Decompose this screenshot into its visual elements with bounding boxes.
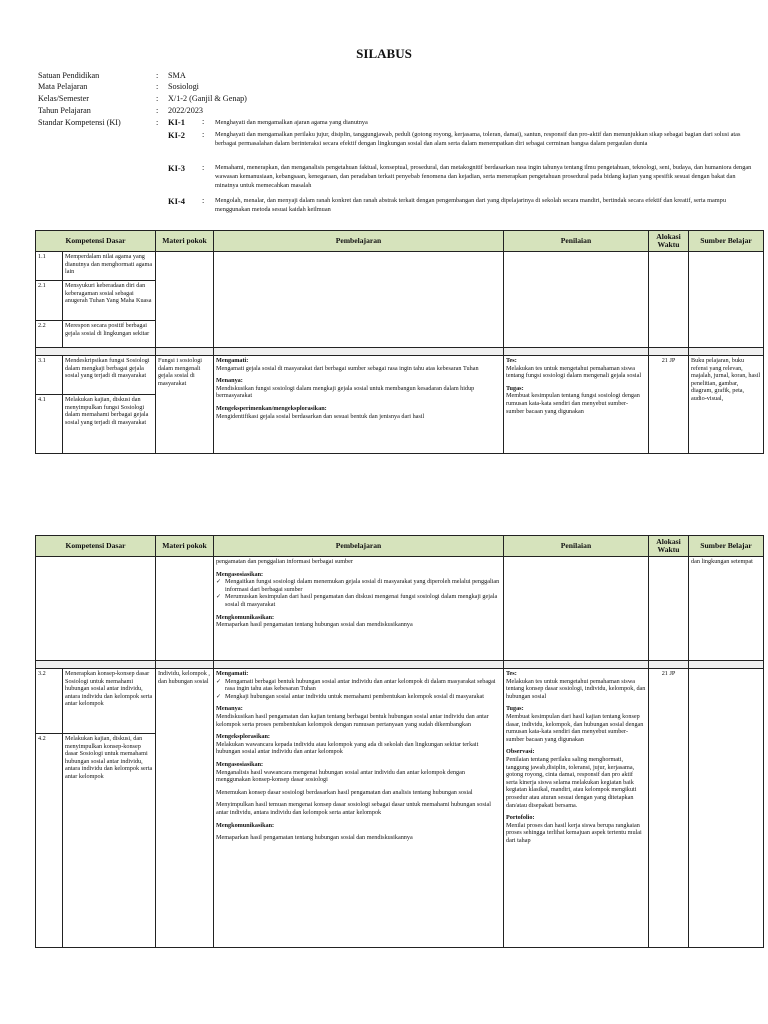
meta-colon: : bbox=[156, 106, 159, 115]
ki-label: KI-1 bbox=[168, 117, 185, 127]
header-kd: Kompetensi Dasar bbox=[36, 231, 156, 252]
kd-number: 2.2 bbox=[36, 321, 63, 347]
list-item: ✓ Mengaitkan fungsi sosiologi dalam menemukan gejala sosial di masyarakat yang diperoleh melalui penggalian informasi dari berbagai sumber bbox=[216, 578, 501, 593]
materi-cell bbox=[156, 557, 214, 661]
header-sumber: Sumber Belajar bbox=[689, 536, 764, 557]
kd-number: 3.2 bbox=[36, 669, 63, 733]
kd-item bbox=[36, 395, 155, 453]
section-text: Melakukan tes untuk mengetahui pemahaman siswa tentang konsep dasar sosiologi, individu, kelompok, dan hubungan sosial bbox=[506, 677, 646, 700]
table-row bbox=[36, 557, 764, 661]
kd-item bbox=[36, 356, 155, 395]
ki-text: Menghayati dan mengamalkan ajaran agama yang dianutnya bbox=[215, 119, 368, 126]
section-text: Membuat kesimpulan tentang fungsi sosiologi dengan rumusan kata-kata sendiri dan menyebut sumber-sumber bacaan yang digunakan bbox=[506, 392, 640, 415]
kd-item bbox=[36, 321, 155, 347]
section-text: Mendiskusikan fungsi sosiologi dalam mengkaji gejala sosial untuk membangun kesadaran dalam hidup bermasyarakat bbox=[216, 384, 475, 400]
kd-cell bbox=[36, 669, 156, 948]
header-penilaian: Penilaian bbox=[504, 231, 649, 252]
section-heading: Tugas: bbox=[506, 705, 524, 713]
kd-number: 1.1 bbox=[36, 252, 63, 280]
kd-cell bbox=[36, 356, 156, 454]
table-header-row bbox=[36, 231, 764, 252]
section-heading: Mengeksplorasikan: bbox=[216, 733, 270, 741]
section-text: Mengamati gejala sosial di masyarakat dari berbagai sumber sebagai rasa ingin tahu atas kebesaran Tuhan bbox=[216, 364, 479, 372]
alokasi-cell: 21 JP bbox=[649, 669, 689, 948]
section-text: Mengidentifikasi gejala sosial berdasarkan dan sesuai bentuk dan jenisnya dari hasil bbox=[216, 412, 425, 420]
ki-label: KI-3 bbox=[168, 163, 185, 173]
materi-cell bbox=[156, 252, 214, 348]
header-materi: Materi pokok bbox=[156, 536, 214, 557]
meta-value-mapel: Sosiologi bbox=[168, 82, 199, 91]
section-text: Menilai proses dan hasil kerja siswa berupa rangkaian proses sehingga terlihat kemajuan aspek tertentu mulai dari tahap bbox=[506, 821, 642, 844]
pembelajaran-cell bbox=[214, 356, 504, 454]
penilaian-cell bbox=[504, 669, 649, 948]
ki-label: KI-2 bbox=[168, 130, 185, 140]
table-row bbox=[36, 252, 764, 348]
header-pembelajaran: Pembelajaran bbox=[214, 231, 504, 252]
sumber-cell bbox=[689, 252, 764, 348]
pembelajaran-cell bbox=[214, 252, 504, 348]
kd-item bbox=[36, 734, 155, 947]
sumber-cell bbox=[689, 669, 764, 948]
kd-text: Mendeskripsikan fungsi Sosiologi dalam mengkaji berbagai gejala sosial yang terjadi di masyarakat bbox=[65, 357, 150, 380]
kd-text: Melakukan kajian, diskusi dan menyimpulkan fungsi Sosiologi dalam memahami berbagai gejala sosial yang terjadi di masyarakat bbox=[65, 396, 149, 426]
section-heading: Menanya: bbox=[216, 377, 243, 385]
header-alokasi: Alokasi Waktu bbox=[649, 231, 689, 252]
section-text: Melakukan wawancara kepada individu atau kelompok yang ada di sekolah dan lingkungan sekitar terkait hubungan sosial antar individu dan antar kelompok bbox=[216, 740, 479, 756]
header-penilaian: Penilaian bbox=[504, 536, 649, 557]
section-text: pengamatan dan penggalian informasi berbagai sumber bbox=[216, 558, 353, 565]
kd-text: Mensyukuri keberadaan diri dan keberagaman sosial sebagai anugerah Tuhan Yang Maha Kuasa bbox=[65, 282, 152, 305]
meta-value-tahun: 2022/2023 bbox=[168, 106, 204, 115]
section-heading: Observasi: bbox=[506, 748, 535, 756]
sumber-cell: Buku pelajaran, buku refensi yang relevan, majalah, jurnal, koran, hasil penelitian, gambar, diagram, grafik, peta, audio-visual, bbox=[689, 356, 764, 454]
section-heading: Tes: bbox=[506, 357, 517, 364]
meta-label-tahun: Tahun Pelajaran bbox=[38, 106, 91, 115]
ki-text: Mengolah, menalar, dan menyaji dalam ranah konkret dan ranah abstrak terkait dengan pengembangan dari yang dipelajarinya di sekolah secara mandiri, bertindak secara efektif dan kreatif, serta mampu menggunakan metoda sesuai kaidah keilmuan bbox=[215, 197, 726, 213]
meta-label-satuan: Satuan Pendidikan bbox=[38, 71, 100, 80]
penilaian-cell bbox=[504, 356, 649, 454]
section-heading: Mengasosiasikan: bbox=[216, 570, 264, 578]
syllabus-table-1 bbox=[35, 230, 764, 454]
section-text: Menyimpulkan hasil temuan mengenai konsep dasar sosiologi sebagai dasar untuk memahami hubungan sosial antar individu, antara individu dan kelompok serta antar kelompok bbox=[216, 801, 491, 816]
meta-value-satuan: SMA bbox=[168, 71, 186, 80]
section-text: Memaparkan hasil pengamatan tentang hubungan sosial dan mendiskusikannya bbox=[216, 834, 413, 842]
section-text: Menganalisis hasil wawancara mengenai hubungan sosial antar individu dan antar kelompok dengan menggunakan konsep-konsep dasar sosiologi bbox=[216, 768, 465, 784]
table-header-row bbox=[36, 536, 764, 557]
section-heading: Mengasosiasikan: bbox=[216, 760, 264, 768]
section-heading: Portofolio: bbox=[506, 814, 535, 822]
penilaian-cell bbox=[504, 557, 649, 661]
meta-colon: : bbox=[156, 94, 159, 103]
section-text: Menemukan konsep dasar sosiologi berdasarkan hasil pengamatan dan analisis tentang hubungan sosial bbox=[216, 788, 473, 796]
kd-text: Melakukan kajian, diskusi, dan menyimpulkan konsep-konsep dasar Sosiologi untuk memahami hubungan sosial antar individu, antara individu dan kelompok serta antar kelompok bbox=[65, 735, 153, 780]
alokasi-cell: 21 JP bbox=[649, 356, 689, 454]
meta-label-ki: Standar Kompetensi (KI) bbox=[38, 118, 121, 127]
kd-cell bbox=[36, 252, 156, 348]
kd-number: 3.1 bbox=[36, 356, 63, 394]
section-heading: Mengkomunikasikan: bbox=[216, 821, 275, 829]
section-heading: Mengamati: bbox=[216, 670, 249, 677]
separator-row bbox=[36, 661, 764, 669]
penilaian-cell bbox=[504, 252, 649, 348]
header-alokasi: Alokasi Waktu bbox=[649, 536, 689, 557]
header-pembelajaran: Pembelajaran bbox=[214, 536, 504, 557]
kd-item bbox=[36, 252, 155, 281]
ki-colon: : bbox=[202, 163, 205, 172]
kd-item bbox=[36, 669, 155, 734]
ki-colon: : bbox=[202, 130, 205, 139]
pembelajaran-cell bbox=[214, 557, 504, 661]
list-item: ✓ Mengamati berbagai bentuk hubungan sosial antar individu dan antar kelompok di dalam masyarakat sebagai rasa ingin tahu atas kebesaran Tuhan bbox=[216, 678, 501, 693]
header-kd: Kompetensi Dasar bbox=[36, 536, 156, 557]
materi-cell: Fungsi i sosiologi dalam mengenali gejala sosial di masyarakat bbox=[156, 356, 214, 454]
kd-text: Menerapkan konsep-konsep dasar Sosiologi untuk memahami hubungan sosial antar individu, antara individu dan kelompok serta antar kelompok bbox=[65, 670, 153, 708]
ki-text: Memahami, menerapkan, dan menganalisis pengetahuan faktual, konseptual, prosedural, dan metakognitif berdasarkan rasa ingin tahunya tentang ilmu pengetahuan, teknologi, seni, budaya, dan humaniora dengan wawasan kemanusiaan, kebangsaan, kenegaraan, dan peradaban terkait penyebab fenomena dan kejadian, serta menerapkan pengetahuan prosedural pada bidang kajian yang spesifik sesuai dengan bakat dan minatnya untuk memecahkan masalah bbox=[215, 164, 752, 189]
pembelajaran-cell bbox=[214, 669, 504, 948]
checklist bbox=[216, 678, 501, 701]
kd-item bbox=[36, 281, 155, 321]
ki-label: KI-4 bbox=[168, 196, 185, 206]
meta-colon: : bbox=[156, 118, 159, 127]
header-materi: Materi pokok bbox=[156, 231, 214, 252]
table-row bbox=[36, 356, 764, 454]
meta-colon: : bbox=[156, 71, 159, 80]
section-text: Melakukan tes untuk mengetahui pemahaman siswa tentang fungsi sosiologi dalam mengenali gejala sosial bbox=[506, 364, 642, 380]
list-item: ✓ Merumuskan kesimpulan dari hasil pengamatan dan diskusi mengenai fungsi sosiologi dalam mengkaji gejala sosial di masyarakat bbox=[216, 593, 501, 608]
ki-colon: : bbox=[202, 117, 205, 126]
kd-text: Merespon secara positif berbagai gejala sosial di lingkungan sekitar bbox=[65, 322, 150, 337]
alokasi-cell bbox=[649, 557, 689, 661]
page-title: SILABUS bbox=[356, 46, 412, 61]
kd-cell bbox=[36, 557, 156, 661]
materi-cell: Individu, kelompok , dan hubungan sosial bbox=[156, 669, 214, 948]
section-heading: Mengkomunikasikan: bbox=[216, 613, 275, 621]
alokasi-cell bbox=[649, 252, 689, 348]
header-sumber: Sumber Belajar bbox=[689, 231, 764, 252]
kd-text: Memperdalam nilai agama yang dianutnya dan menghormati agama lain bbox=[65, 253, 153, 276]
section-heading: Menanya: bbox=[216, 705, 243, 713]
kd-number: 4.1 bbox=[36, 395, 63, 453]
section-text: Membuat kesimpulan dari hasil kajian tentang konsep dasar, individu, kelompok, dan hubungan sosial dengan rumusan kata-kata sendiri dan menyebut sumber-sumber bacaan yang digunakan bbox=[506, 712, 644, 743]
section-text: Mendiskusikan hasil pengamatan dan kajian tentang berbagai bentuk hubungan sosial antar individu dan antar kelompok serta proses pembentukan kelompok dengan rumusan pertanyaan yang sudah dikembangkan bbox=[216, 712, 489, 728]
meta-label-kelas: Kelas/Semester bbox=[38, 94, 89, 103]
syllabus-table-2 bbox=[35, 535, 764, 948]
list-item: ✓ Mengkaji hubungan sosial antar individu untuk memahami pembentukan kelompok sosial di masyarakat bbox=[216, 693, 501, 701]
section-heading: Mengamati: bbox=[216, 357, 249, 364]
section-heading: Mengeksperimenkan/mengeksplorasikan: bbox=[216, 404, 327, 412]
table-row bbox=[36, 669, 764, 948]
section-text: Memaparkan hasil pengamatan tentang hubungan sosial dan mendiskusikannya bbox=[216, 621, 413, 629]
meta-value-kelas: X/1-2 (Ganjil & Genap) bbox=[168, 94, 247, 103]
ki-text: Menghayati dan mengamalkan perilaku jujur, disiplin, tanggungjawab, peduli (gotong royong, kerjasama, toleran, damai), santun, responsif dan pro-aktif dan menunjukkan sikap sebagai bagian dari solusi atas berbagai permasalahan dalam berinteraksi secara efektif dengan lingkungan sosial dan alam serta dalam menempatkan diri sebagai cerminan bangsa dalam pergaulan dunia bbox=[215, 131, 741, 147]
meta-label-mapel: Mata Pelajaran bbox=[38, 82, 88, 91]
kd-number: 2.1 bbox=[36, 281, 63, 320]
ki-colon: : bbox=[202, 196, 205, 205]
section-heading: Tes: bbox=[506, 670, 517, 677]
kd-number: 4.2 bbox=[36, 734, 63, 947]
sumber-cell: dan lingkungan setempat bbox=[689, 557, 764, 661]
meta-colon: : bbox=[156, 82, 159, 91]
separator-row bbox=[36, 348, 764, 356]
checklist bbox=[216, 578, 501, 608]
section-heading: Tugas: bbox=[506, 384, 524, 392]
section-text: Penilaian tentang perilaku saling menghormati, tanggung jawab,disiplin, toleransi, jujur, kerjasama, gotong royong, cinta damai, responsif dan pro aktif serta kinerja siswa selama melakukan kegiatan baik kegiatan klasikal, mandiri, atau kelompok mengikuti prosedur atau aturan sesuai dengan yang ditetapkan dan/atau disepakati bersama. bbox=[506, 755, 637, 809]
